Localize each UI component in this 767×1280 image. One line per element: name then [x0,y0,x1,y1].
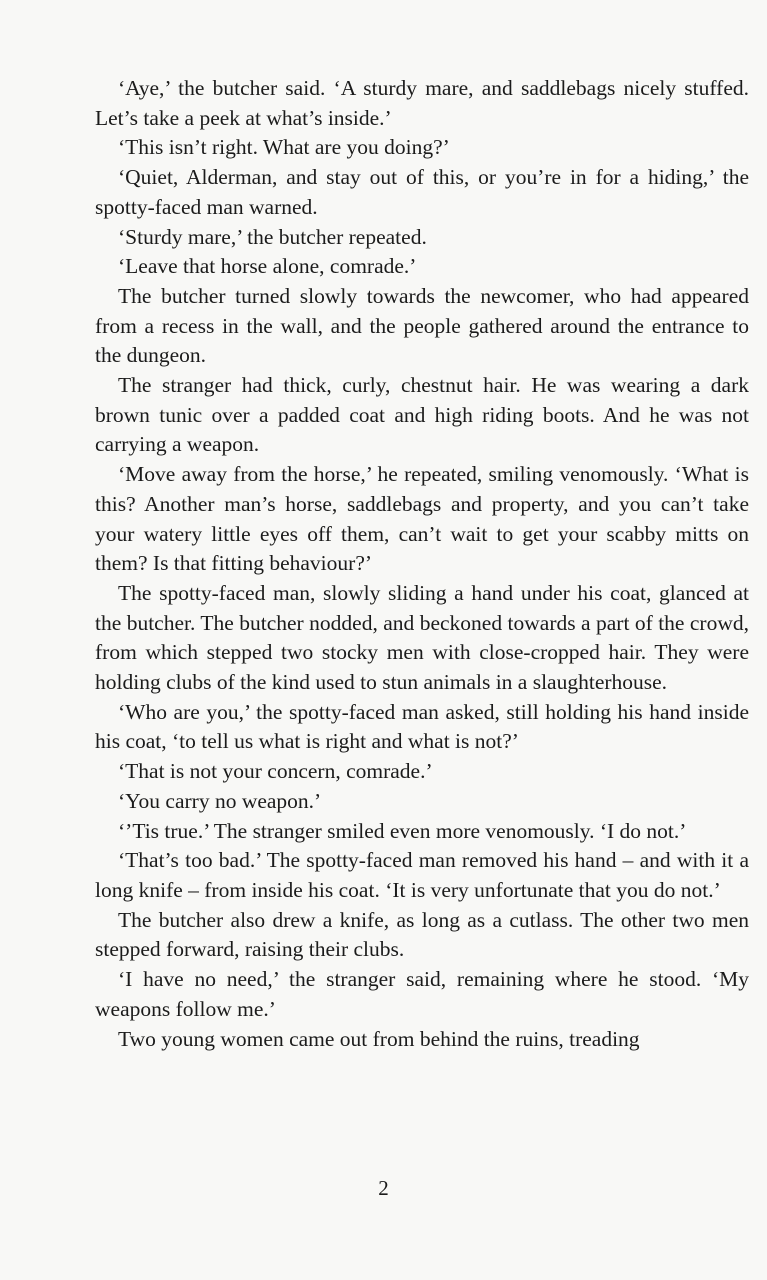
paragraph: ‘I have no need,’ the stranger said, remaining where he stood. ‘My weapons follow me.’ [95,967,749,1021]
paragraph: ‘Quiet, Alderman, and stay out of this, or you’re in for a hiding,’ the spotty-faced man warned. [95,165,749,219]
paragraph: ‘’Tis true.’ The stranger smiled even more venomously. ‘I do not.’ [118,818,687,843]
paragraph: ‘That’s too bad.’ The spotty-faced man removed his hand – and with it a long knife – from inside his coat. ‘It is very unfortunate that you do not.’ [95,848,749,902]
page-number: 2 [378,1176,389,1200]
paragraph: ‘Sturdy mare,’ the butcher repeated. [118,224,427,249]
paragraph: The butcher turned slowly towards the newcomer, who had appeared from a recess in the wall, and the people gathered around the entrance to the dungeon. [95,283,749,368]
paragraph: ‘That is not your concern, comrade.’ [118,759,433,784]
paragraph: ‘Aye,’ the butcher said. ‘A sturdy mare, and saddlebags nicely stuffed. Let’s take a peek at what’s inside.’ [95,76,749,130]
paragraph: ‘Move away from the horse,’ he repeated, smiling venomously. ‘What is this? Another man’s horse, saddlebags and property, and you can’t take your watery little eyes off them, can’t wait to get your scabby mitts on them? Is that fitting behaviour?’ [95,462,749,576]
paragraph: Two young women came out from behind the ruins, treading [118,1026,640,1051]
paragraph: The spotty-faced man, slowly sliding a hand under his coat, glanced at the butcher. The butcher nodded, and beckoned towards a part of the crowd, from which stepped two stocky men with close-cropped hair. They were holding clubs of the kind used to stun animals in a slaughterhouse. [95,580,749,695]
paragraph: ‘This isn’t right. What are you doing?’ [118,135,450,160]
paragraph: ‘Who are you,’ the spotty-faced man asked, still holding his hand inside his coat, ‘to tell us what is right and what is not?’ [95,699,749,754]
page-body-text [95,74,749,1054]
paragraph: ‘You carry no weapon.’ [118,788,322,813]
paragraph: The butcher also drew a knife, as long as a cutlass. The other two men stepped forward, raising their clubs. [95,907,749,962]
paragraph: ‘Leave that horse alone, comrade.’ [118,254,417,279]
paragraph: The stranger had thick, curly, chestnut hair. He was wearing a dark brown tunic over a padded coat and high riding boots. And he was not carrying a weapon. [95,373,749,457]
